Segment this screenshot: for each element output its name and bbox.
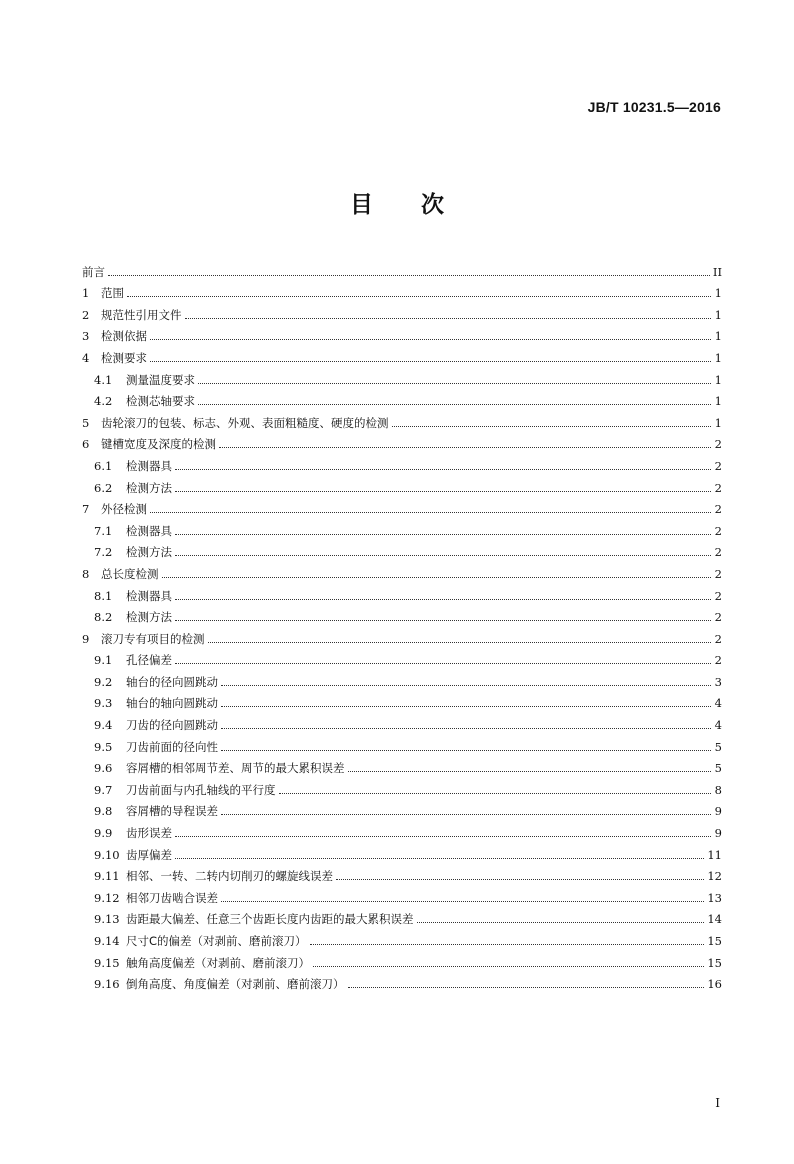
toc-entry-number: 4: [82, 350, 90, 365]
dot-leader: [221, 685, 711, 686]
dot-leader: [221, 728, 711, 729]
toc-entry-label: 相邻、一转、二转内切削刃的螺旋线误差: [126, 869, 333, 884]
toc-entry-page: 13: [707, 890, 722, 905]
toc-entry-number: 6.2: [94, 480, 113, 495]
toc-entry-label: 键槽宽度及深度的检测: [101, 437, 216, 452]
toc-entry-page: II: [712, 264, 722, 279]
dot-leader: [336, 879, 704, 880]
dot-leader: [417, 922, 705, 923]
dot-leader: [175, 534, 711, 535]
toc-entry-label: 相邻刀齿啮合误差: [126, 890, 218, 905]
toc-entry-label: 孔径偏差: [126, 653, 172, 668]
dot-leader: [221, 814, 711, 815]
toc-entry-number: 9.13: [94, 912, 120, 927]
toc-entry-page: 5: [714, 739, 722, 754]
toc-entry-page: 1: [714, 286, 722, 301]
toc-entry-number: 9.3: [94, 696, 113, 711]
toc-entry[interactable]: [82, 603, 722, 625]
toc-entry-page: 2: [714, 610, 722, 625]
dot-leader: [175, 555, 711, 556]
toc-entry-page: 1: [714, 372, 722, 387]
toc-entry[interactable]: [82, 646, 722, 668]
toc-entry-page: 2: [714, 653, 722, 668]
dot-leader: [208, 642, 712, 643]
toc-entry[interactable]: [82, 840, 722, 862]
toc-entry-page: 2: [714, 437, 722, 452]
toc-entry-label: 刀齿的径向圆跳动: [126, 718, 218, 733]
toc-entry-number: 9.10: [94, 847, 120, 862]
toc-entry-label: 刀齿前面与内孔轴线的平行度: [126, 782, 276, 797]
toc-entry[interactable]: [82, 926, 722, 948]
toc-entry[interactable]: [82, 624, 722, 646]
dot-leader: [221, 750, 711, 751]
toc-entry-page: 14: [707, 912, 722, 927]
dot-leader: [175, 469, 711, 470]
toc-entry-page: 2: [714, 566, 722, 581]
toc-entry-label: 测量温度要求: [126, 372, 195, 387]
toc-entry[interactable]: [82, 667, 722, 689]
toc-entry-number: 8.1: [94, 588, 113, 603]
toc-entry-label: 齿距最大偏差、任意三个齿距长度内齿距的最大累积误差: [126, 912, 414, 927]
toc-entry-number: 9.2: [94, 674, 113, 689]
toc-entry-number: 4.1: [94, 372, 113, 387]
toc-entry-number: 4.2: [94, 394, 113, 409]
toc-entry-number: 8.2: [94, 610, 113, 625]
toc-entry-page: 2: [714, 523, 722, 538]
toc-entry-page: 2: [714, 480, 722, 495]
toc-entry-label: 检测器具: [126, 458, 172, 473]
dot-leader: [175, 836, 711, 837]
toc-entry-page: 15: [707, 955, 722, 970]
title-char-2: 次: [421, 192, 444, 218]
toc-entry-label: 齿厚偏差: [126, 847, 172, 862]
dot-leader: [279, 793, 712, 794]
standard-code: JB/T 10231.5—2016: [587, 99, 721, 115]
toc-entry-page: 2: [714, 631, 722, 646]
toc-entry-page: 16: [707, 977, 722, 992]
toc-entry-label: 尺寸C的偏差（对剥前、磨前滚刀）: [126, 934, 307, 948]
toc-entry-number: 6: [82, 437, 90, 452]
toc-entry-page: 4: [714, 718, 722, 733]
toc-entry[interactable]: [82, 279, 722, 301]
toc-entry[interactable]: [82, 710, 722, 732]
toc-entry[interactable]: [82, 797, 722, 819]
toc-entry-page: 1: [714, 307, 722, 322]
toc-entry[interactable]: [82, 257, 722, 279]
dot-leader: [162, 577, 712, 578]
dot-leader: [150, 512, 711, 513]
toc-entry-page: 1: [714, 415, 722, 430]
toc-entry[interactable]: [82, 732, 722, 754]
toc-entry-number: 9.16: [94, 977, 120, 992]
toc-entry-page: 11: [707, 847, 722, 862]
toc-entry-number: 9.15: [94, 955, 120, 970]
toc-entry-number: 1: [82, 286, 90, 301]
toc-entry[interactable]: [82, 343, 722, 365]
toc-entry[interactable]: [82, 948, 722, 970]
toc-entry[interactable]: [82, 538, 722, 560]
toc-entry[interactable]: [82, 862, 722, 884]
toc-entry[interactable]: [82, 495, 722, 517]
toc-entry[interactable]: [82, 559, 722, 581]
dot-leader: [150, 339, 711, 340]
dot-leader: [392, 426, 712, 427]
toc-entry-label: 容屑槽的相邻周节差、周节的最大累积误差: [126, 761, 345, 776]
dot-leader: [175, 620, 711, 621]
dot-leader: [221, 901, 704, 902]
toc-entry-number: 9.11: [94, 869, 120, 884]
toc-entry-number: 9.6: [94, 761, 113, 776]
toc-entry-number: 8: [82, 566, 90, 581]
toc-entry-label: 轴台的轴向圆跳动: [126, 696, 218, 711]
toc-entry-number: 9.14: [94, 934, 120, 948]
toc-entry-label: 齿形误差: [126, 826, 172, 841]
toc-entry-label: 检测芯轴要求: [126, 394, 195, 409]
toc-entry[interactable]: [82, 581, 722, 603]
toc-entry-number: 7.2: [94, 545, 113, 560]
toc-entry-page: 12: [707, 869, 722, 884]
toc-entry-label: 外径检测: [101, 502, 147, 517]
toc-entry-label: 检测要求: [101, 350, 147, 365]
toc-entry-page: 9: [714, 804, 722, 819]
toc-entry[interactable]: [82, 905, 722, 927]
toc-entry[interactable]: [82, 775, 722, 797]
dot-leader: [175, 599, 711, 600]
toc-entry-page: 4: [714, 696, 722, 711]
toc-entry-number: 7.1: [94, 523, 113, 538]
toc-entry-number: 2: [82, 307, 90, 322]
dot-leader: [219, 447, 711, 448]
toc-entry[interactable]: [82, 387, 722, 409]
toc-entry-label: 检测方法: [126, 545, 172, 560]
dot-leader: [175, 858, 704, 859]
toc-entry-page: 1: [714, 329, 722, 344]
toc-entry[interactable]: [82, 970, 722, 992]
toc-entry-number: 5: [82, 415, 90, 430]
toc-entry[interactable]: [82, 408, 722, 430]
toc-entry-label: 容屑槽的导程误差: [126, 804, 218, 819]
toc-entry[interactable]: [82, 365, 722, 387]
toc-entry[interactable]: [82, 430, 722, 452]
toc-entry-page: 2: [714, 588, 722, 603]
toc-entry-number: 3: [82, 329, 90, 344]
toc-entry[interactable]: [82, 754, 722, 776]
dot-leader: [310, 944, 705, 945]
toc-entry-page: 1: [714, 394, 722, 409]
toc-entry[interactable]: [82, 300, 722, 322]
toc-entry-label: 检测器具: [126, 588, 172, 603]
toc-entry-label: 总长度检测: [101, 566, 159, 581]
toc-entry-number: 7: [82, 502, 90, 517]
toc-entry-page: 8: [714, 782, 722, 797]
toc-entry-label: 范围: [101, 286, 124, 301]
dot-leader: [150, 361, 711, 362]
toc-entry-number: 9.4: [94, 718, 113, 733]
toc-entry-page: 2: [714, 458, 722, 473]
toc-entry-number: 9.1: [94, 653, 113, 668]
dot-leader: [348, 987, 705, 988]
toc-entry-label: 检测器具: [126, 523, 172, 538]
toc-entry-page: 5: [714, 761, 722, 776]
toc-entry-label: 刀齿前面的径向性: [126, 739, 218, 754]
toc-entry-number: 9.9: [94, 826, 113, 841]
toc-entry-label: 齿轮滚刀的包装、标志、外观、表面粗糙度、硬度的检测: [101, 415, 389, 430]
dot-leader: [175, 491, 711, 492]
toc-entry-label: 检测依据: [101, 329, 147, 344]
title-char-1: 目: [350, 192, 373, 218]
toc-entry-label: 前言: [82, 264, 105, 279]
dot-leader: [313, 966, 704, 967]
toc-entry-number: 9.5: [94, 739, 113, 754]
toc-entry-number: 9.12: [94, 890, 120, 905]
toc-entry-page: 3: [714, 674, 722, 689]
dot-leader: [221, 706, 711, 707]
toc-entry-page: 9: [714, 826, 722, 841]
dot-leader: [175, 663, 711, 664]
dot-leader: [198, 404, 711, 405]
toc-entry-label: 触角高度偏差（对剥前、磨前滚刀）: [126, 955, 310, 970]
toc-entry-label: 规范性引用文件: [101, 307, 182, 322]
dot-leader: [198, 383, 711, 384]
toc-entry[interactable]: [82, 516, 722, 538]
toc-entry[interactable]: [82, 883, 722, 905]
toc-entry[interactable]: [82, 451, 722, 473]
toc-entry-label: 滚刀专有项目的检测: [101, 631, 205, 646]
page-number: I: [715, 1096, 720, 1110]
table-of-contents: [82, 257, 722, 991]
page-title: [0, 186, 794, 219]
toc-entry-page: 2: [714, 545, 722, 560]
toc-entry-number: 9.7: [94, 782, 113, 797]
toc-entry-page: 15: [707, 934, 722, 948]
toc-entry-number: 9.8: [94, 804, 113, 819]
toc-entry-number: 6.1: [94, 458, 113, 473]
toc-entry-label: 倒角高度、角度偏差（对剥前、磨前滚刀）: [126, 977, 345, 992]
toc-entry[interactable]: [82, 322, 722, 344]
toc-entry-label: 检测方法: [126, 610, 172, 625]
toc-entry-page: 2: [714, 502, 722, 517]
dot-leader: [185, 318, 712, 319]
toc-entry[interactable]: [82, 689, 722, 711]
toc-entry-label: 检测方法: [126, 480, 172, 495]
toc-entry[interactable]: [82, 473, 722, 495]
toc-entry-label: 轴台的径向圆跳动: [126, 674, 218, 689]
dot-leader: [108, 275, 710, 276]
toc-entry[interactable]: [82, 818, 722, 840]
toc-entry-number: 9: [82, 631, 90, 646]
dot-leader: [348, 771, 712, 772]
dot-leader: [127, 296, 711, 297]
toc-entry-page: 1: [714, 350, 722, 365]
